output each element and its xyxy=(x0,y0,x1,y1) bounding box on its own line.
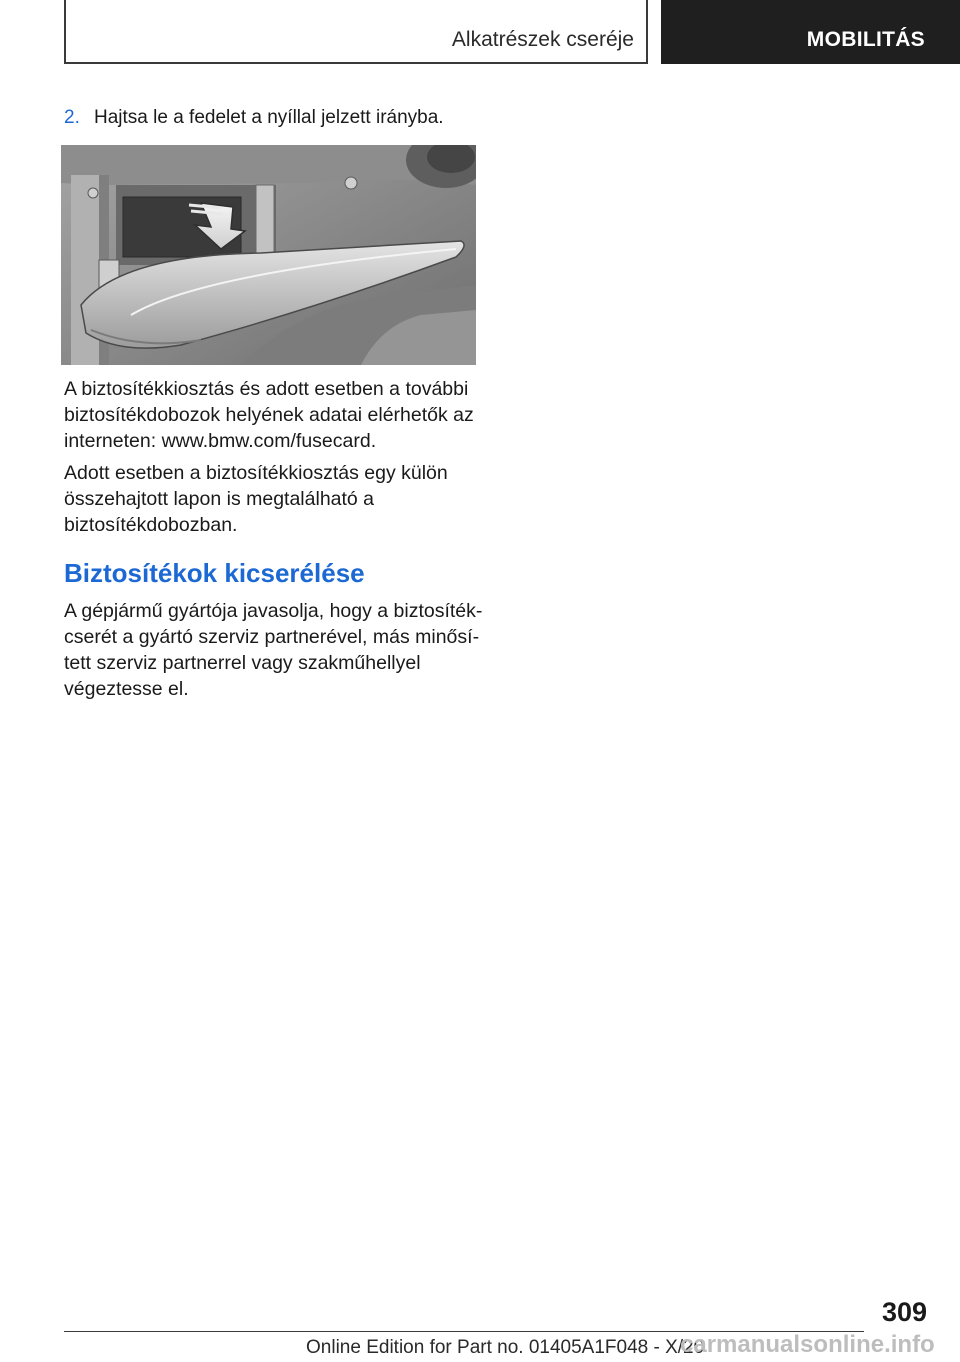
section-heading: Biztosítékok kicserélése xyxy=(64,558,365,588)
page-number: 309 xyxy=(881,1297,927,1327)
instruction-step xyxy=(64,106,484,130)
paragraph-fusecard-info: A biztosítékkiosztás és adott esetben a további biztosítékdobozok helyének adatai elérhetők az interneten: www.bmw.com/fusecard. xyxy=(64,378,474,452)
glovebox-fuse-cover-illustration xyxy=(61,145,476,365)
header-section-title: Alkatrészek cseréje xyxy=(451,28,634,51)
illustration-icon xyxy=(61,145,476,365)
header-chapter-label: MOBILITÁS xyxy=(806,28,925,51)
section-body: A gépjármű gyártója javasolja, hogy a biztosítékcserét a gyártó szerviz partnerével, más minősített szerviz partnerrel vagy szakműhellyel végeztesse el. xyxy=(64,600,483,700)
paragraph-folded-sheet: Adott esetben a biztosítékkiosztás egy külön összehajtott lapon is megtalálható a biztosítékdobozban. xyxy=(64,462,448,536)
header-section-box xyxy=(64,0,648,64)
header-chapter-tab xyxy=(661,0,960,64)
step-text: Hajtsa le a fedelet a nyíllal jelzett irányba. xyxy=(94,107,444,128)
footer-edition-text: Online Edition for Part no. 01405A1F048 - X/20 xyxy=(306,1337,705,1358)
footer-watermark: carmanualsonline.info xyxy=(680,1331,935,1358)
step-number: 2. xyxy=(64,107,80,128)
